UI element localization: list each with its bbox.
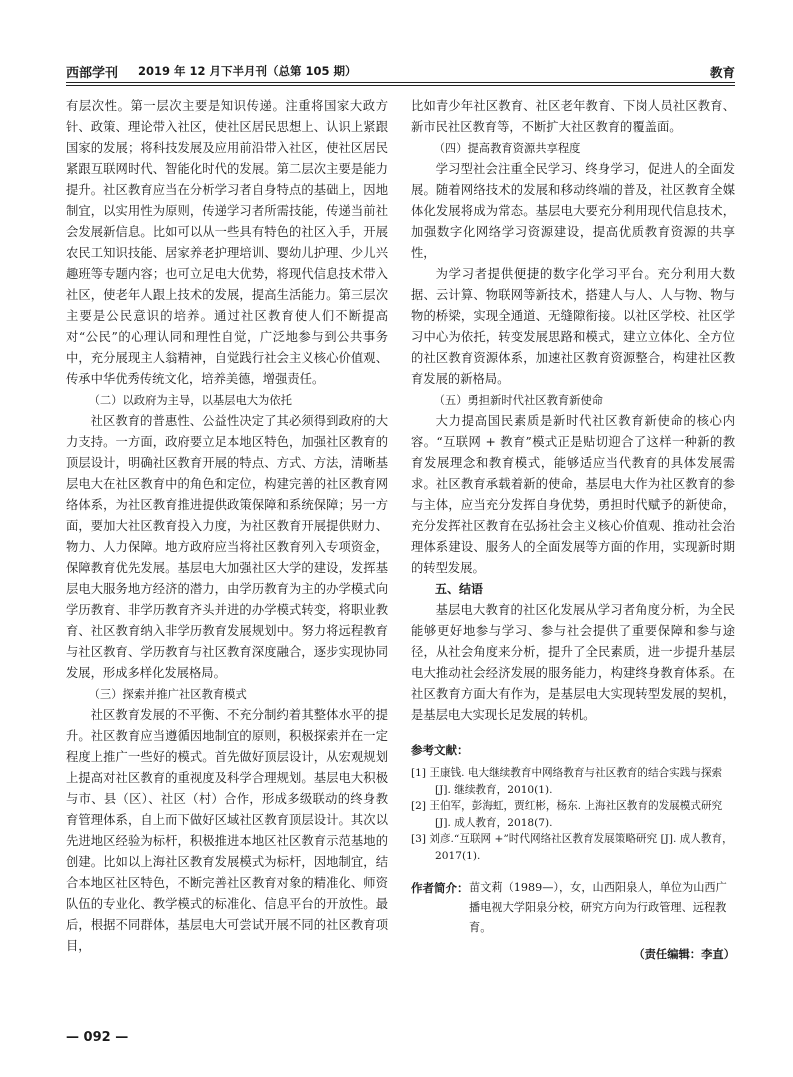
header-rule-thin xyxy=(66,85,735,86)
responsible-editor: （责任编辑：李直） xyxy=(633,948,735,961)
journal-logo: 西部学刊 xyxy=(66,66,119,81)
author-bio xyxy=(411,878,735,938)
body-paragraph: 社区教育的普惠性、公益性决定了其必须得到政府的大力支持。一方面，政府要立足本地区特色，加强社区教育的顶层设计，明确社区教育开展的特点、方式、方法，清晰基层电大在社区教育中的角色和定位，构建完善的社区教育网络体系，为社区教育推进提供政策保障和系统保障；另一方面，要加大社区教育投入力度，为社区教育开展提供财力、物力、人力保障。地方政府应当将社区教育列入专项资金，保障教育优先发展。基层电大加强社区大学的建设，发挥基层电大服务地方经济的潜力，由学历教育为主的办学模式向学历教育、非学历教育齐头并进的办学模式转变，将职业教育、社区教育纳入非学历教育发展规划中。努力将远程教育与社区教育、学历教育与社区教育深度融合，逐步实现协同发展，形成多样化发展格局。 xyxy=(66,414,388,680)
subsection-heading: （四）提高教育资源共享程度 xyxy=(433,142,581,155)
subsection-heading: （二）以政府为主导，以基层电大为依托 xyxy=(88,394,292,407)
author-bio-text: 苗文莉（1989—），女，山西阳泉人，单位为山西广播电视大学阳泉分校，研究方向为行政管理、远程教育。 xyxy=(469,881,727,934)
section-heading: 五、结语 xyxy=(435,582,484,596)
page-number: — 092 — xyxy=(66,1030,129,1045)
body-paragraph: 为学习者提供便捷的数字化学习平台。充分利用大数据、云计算、物联网等新技术，搭建人与人、人与物、物与物的桥梁，实现全通道、无缝隙衔接。以社区学校、社区学习中心为依托，转变发展思路和模式，建立立体化、全方位的社区教育资源体系，加速社区教育资源整合，构建社区教育发展的新格局。 xyxy=(411,267,735,386)
body-paragraph: 基层电大教育的社区化发展从学习者角度分析，为全民能够更好地参与学习、参与社会提供了重要保障和参与途径，从社会角度来分析，提升了全民素质，进一步提升基层电大推动社会经济发展的服务能力，构建终身教育体系。在社区教育方面大有作为，是基层电大实现转型发展的契机，是基层电大实现长足发展的转机。 xyxy=(411,603,735,722)
issue-info: 2019 年 12 月下半月刊（总第 105 期） xyxy=(138,64,357,78)
body-paragraph: 大力提高国民素质是新时代社区教育新使命的核心内容。“互联网 + 教育”模式正是贴切迎合了这样一种新的教育发展理念和教育模式，能够适应当代教育的具体发展需求。社区教育承载着新的使命，基层电大作为社区教育的参与主体，应当充分发挥自身优势，勇担时代赋予的新使命，充分发挥社区教育在弘扬社会主义核心价值观、推动社会治理体系建设、服务人的全面发展等方面的作用，实现新时期的转型发展。 xyxy=(411,414,735,575)
reference-item: [2] 王伯军，彭海虹，贾红彬，杨东. 上海社区教育的发展模式研究 [J]. 成人教育，2018(7). xyxy=(411,800,723,829)
running-header xyxy=(66,60,735,82)
body-paragraph: 有层次性。第一层次主要是知识传递。注重将国家大政方针、政策、理论带入社区，使社区居民思想上、认识上紧跟国家的发展；将科技发展及应用前沿带入社区，使社区居民紧跟互联网时代、智能化时代的发展。第二层次主要是能力提升。社区教育应当在分析学习者自身特点的基础上，因地制宜，以实用性为原则，传递学习者所需技能，传递当前社会发展新信息。比如可以从一些具有特色的社区入手，开展农民工知识技能、居家养老护理培训、婴幼儿护理、少儿兴趣班等专题内容；也可立足电大优势，将现代信息技术带入社区，使老年人跟上技术的发展，提高生活能力。第三层次主要是公民意识的培养。通过社区教育使人们不断提高对“公民”的心理认同和理性自觉，广泛地参与到公共事务中，充分展现主人翁精神，自觉践行社会主义核心价值观、传承中华优秀传统文化，培养美德，增强责任。 xyxy=(66,99,388,386)
subsection-heading: （三）探索并推广社区教育模式 xyxy=(88,688,247,701)
body-paragraph: 学习型社会注重全民学习、终身学习，促进人的全面发展。随着网络技术的发展和移动终端的普及，社区教育全媒体化发展将成为常态。基层电大要充分利用现代信息技术，加强数字化网络学习资源建设，提高优质教育资源的共享性， xyxy=(411,162,735,260)
body-paragraph: 社区教育发展的不平衡、不充分制约着其整体水平的提升。社区教育应当遵循因地制宜的原则，积极探索并在一定程度上推广一些好的模式。首先做好顶层设计，从宏观规划上提高对社区教育的重视度及科学合理规划。基层电大积极与市、县（区）、社区（村）合作，形成多级联动的终身教育管理体系，自上而下做好区域社区教育顶层设计。其次以先进地区经验为标杆，积极推进本地区社区教育示范基地的创建。比如以上海社区教育发展模式为标杆，因地制宜，结合本地区社区特色，不断完善社区教育对象的精准化、师资队伍的专业化、教学模式的标准化、信息平台的开放性。最后，根据不同群体，基层电大可尝试开展不同的社区教育项目， xyxy=(66,708,388,953)
body-paragraph: 比如青少年社区教育、社区老年教育、下岗人员社区教育、新市民社区教育等，不断扩大社区教育的覆盖面。 xyxy=(411,99,735,134)
reference-item: [1] 王康钱. 电大继续教育中网络教育与社区教育的结合实践与探索 [J]. 继续教育，2010(1). xyxy=(411,767,723,796)
reference-item: [3] 刘彦.“互联网 +”时代网络社区教育发展策略研究 [J]. 成人教育，2017(1). xyxy=(411,833,733,862)
right-column xyxy=(411,96,735,965)
left-column xyxy=(66,96,388,957)
author-bio-label: 作者简介： xyxy=(411,881,469,895)
subsection-heading: （五）勇担新时代社区教育新使命 xyxy=(433,394,604,407)
references-title: 参考文献： xyxy=(411,743,469,757)
section-name: 教育 xyxy=(709,65,735,80)
header-rule-thick xyxy=(66,82,735,83)
